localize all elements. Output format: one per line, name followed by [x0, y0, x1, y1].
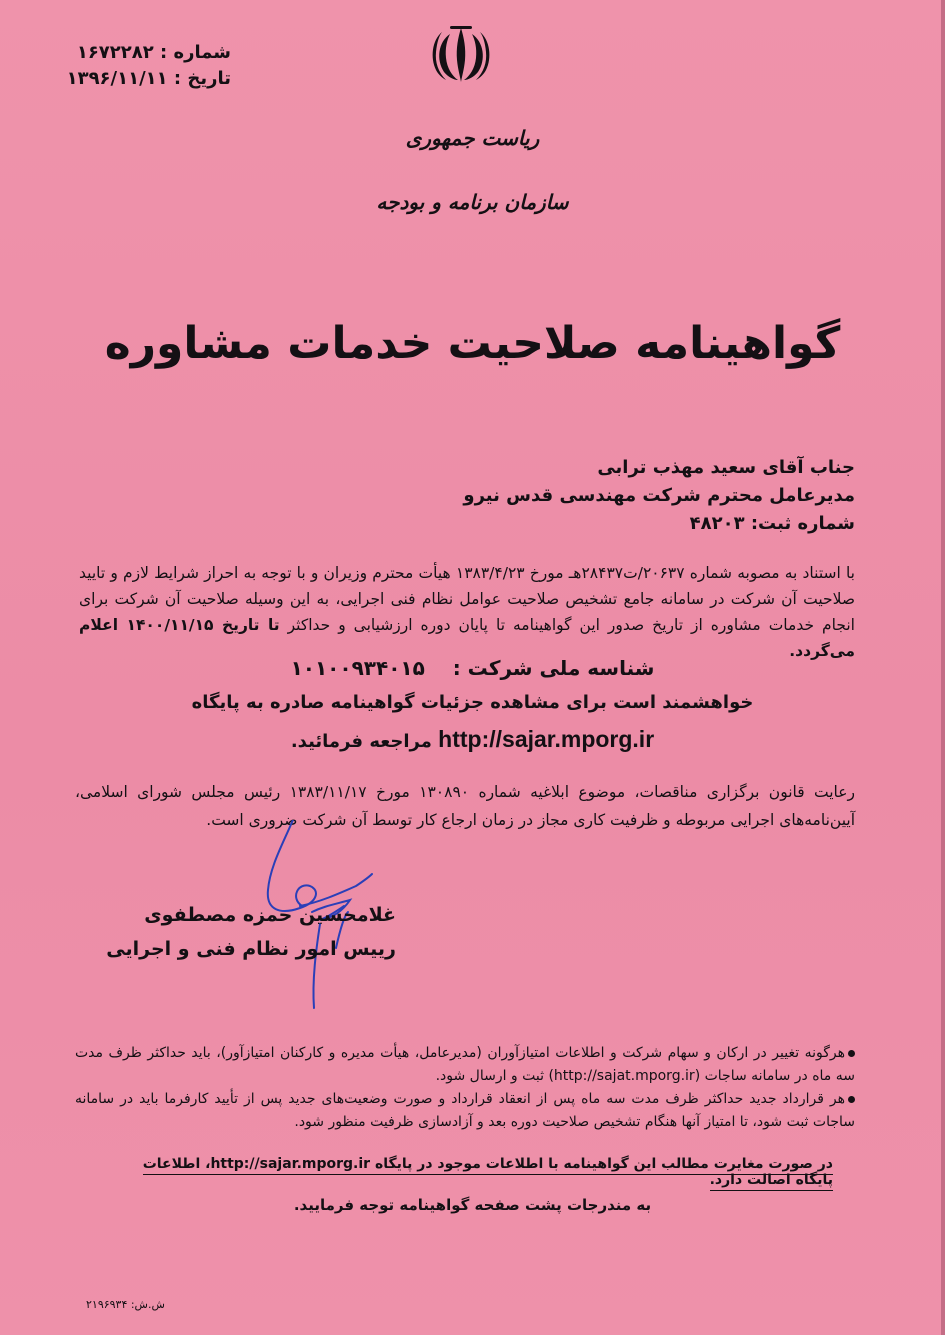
- date-value: ۱۳۹۶/۱۱/۱۱: [66, 68, 168, 89]
- bullet-icon: [848, 1050, 855, 1057]
- certificate-title: گواهینامه صلاحیت خدمات مشاوره: [104, 318, 841, 369]
- registration-value: ۴۸۲۰۳: [689, 513, 745, 534]
- note-item-2: [75, 1088, 855, 1134]
- request-tail: مراجعه فرمائید.: [290, 731, 432, 752]
- org-presidency: ریاست جمهوری: [405, 126, 540, 150]
- addressee-name: جناب آقای سعید مهذب ترابی: [597, 457, 855, 478]
- paragraph-deadline: تا تاریخ ۱۴۰۰/۱۱/۱۵ اعلام می‌گردد.: [79, 616, 855, 660]
- note-item-1: [75, 1042, 855, 1088]
- sajar-url-link[interactable]: http://sajar.mporg.ir: [438, 726, 655, 752]
- note-1-text: هرگونه تغییر در ارکان و سهام شرکت و اطلاعات امتیازآوران (مدیرعامل، هیأت مدیره و کارکنان امتیازآور)، باید حداکثر ظرف مدت سه ماه در سامانه ساجات (http://sajat.mporg.ir) ثبت و ارسال شود.: [75, 1045, 855, 1084]
- number-value: ۱۶۷۲۲۸۲: [76, 42, 154, 63]
- request-url-row: [0, 726, 945, 753]
- main-paragraph: [79, 560, 855, 664]
- note-2-text: هر قرارداد جدید حداکثر ظرف مدت سه ماه پس از انعقاد قرارداد و صورت وضعیت‌های جدید پس از تأیید کارفرما باید در سامانه ساجات ثبت شود، تا امتیاز آنها هنگام تشخیص صلاحیت دوره بعد و آزادسازی ظرفیت منظور شود.: [75, 1091, 855, 1130]
- signer-name: غلامحسین حمزه مصطفوی: [144, 904, 396, 926]
- bullet-icon: [848, 1096, 855, 1103]
- national-id-value: ۱۰۱۰۰۹۳۴۰۱۵: [290, 656, 425, 680]
- reference-number-row: [21, 40, 231, 66]
- national-id-label: شناسه ملی شرکت :: [452, 656, 655, 680]
- request-line: خواهشمند است برای مشاهده جزئیات گواهینامه صادره به پایگاه: [191, 692, 754, 713]
- national-id-row: [0, 656, 945, 680]
- reference-block: [21, 40, 231, 92]
- back-page-note: به مندرجات پشت صفحه گواهینامه توجه فرمایید.: [293, 1196, 652, 1214]
- registration-label: شماره ثبت:: [750, 513, 855, 534]
- serial-number: ش.ش: ۲۱۹۶۹۳۴: [86, 1298, 165, 1311]
- addressee-block: [355, 454, 855, 538]
- registration-row: [355, 510, 855, 538]
- signer-position: رییس امور نظام فنی و اجرایی: [106, 938, 396, 960]
- national-emblem-icon: [428, 24, 494, 84]
- notes-block: [75, 1042, 855, 1134]
- org-plan-budget: سازمان برنامه و بودجه: [376, 190, 569, 214]
- paragraph-text: با استناد به مصوبه شماره ۲۰۶۳۷/ت۲۸۴۳۷هـ مورخ ۱۳۸۳/۴/۲۳ هیأت محترم وزیران و با توجه به احراز شرایط لازم و تایید صلاحیت آن شرکت در سامانه جامع تشخیص صلاحیت عوامل نظام فنی اجرایی، به این وسیله صلاحیت آن شرکت برای انجام خدمات مشاوره از تاریخ صدور این گواهینامه تا پایان دوره ارزشیابی و حداکثر: [79, 564, 855, 634]
- number-label: شماره :: [160, 42, 231, 63]
- date-label: تاریخ :: [173, 68, 231, 89]
- observance-paragraph: رعایت قانون برگزاری مناقصات، موضوع ابلاغیه شماره ۱۳۰۸۹۰ مورخ ۱۳۸۳/۱۱/۱۷ رئیس مجلس شورای اسلامی، آیین‌نامه‌های اجرایی مربوطه و ظرفیت کاری مجاز در زمان ارجاع کار توسط آن شرکت ضروری است.: [75, 783, 855, 829]
- warning-text: در صورت مغایرت مطالب این گواهینامه با اطلاعات موجود در پایگاه http://sajar.mporg.ir، اطلاعات پایگاه اصالت دارد.: [143, 1156, 833, 1191]
- reference-date-row: [21, 66, 231, 92]
- signer-block: [76, 898, 396, 966]
- addressee-title: مدیرعامل محترم شرکت مهندسی قدس نیرو: [463, 485, 855, 506]
- warning-line: [103, 1156, 833, 1188]
